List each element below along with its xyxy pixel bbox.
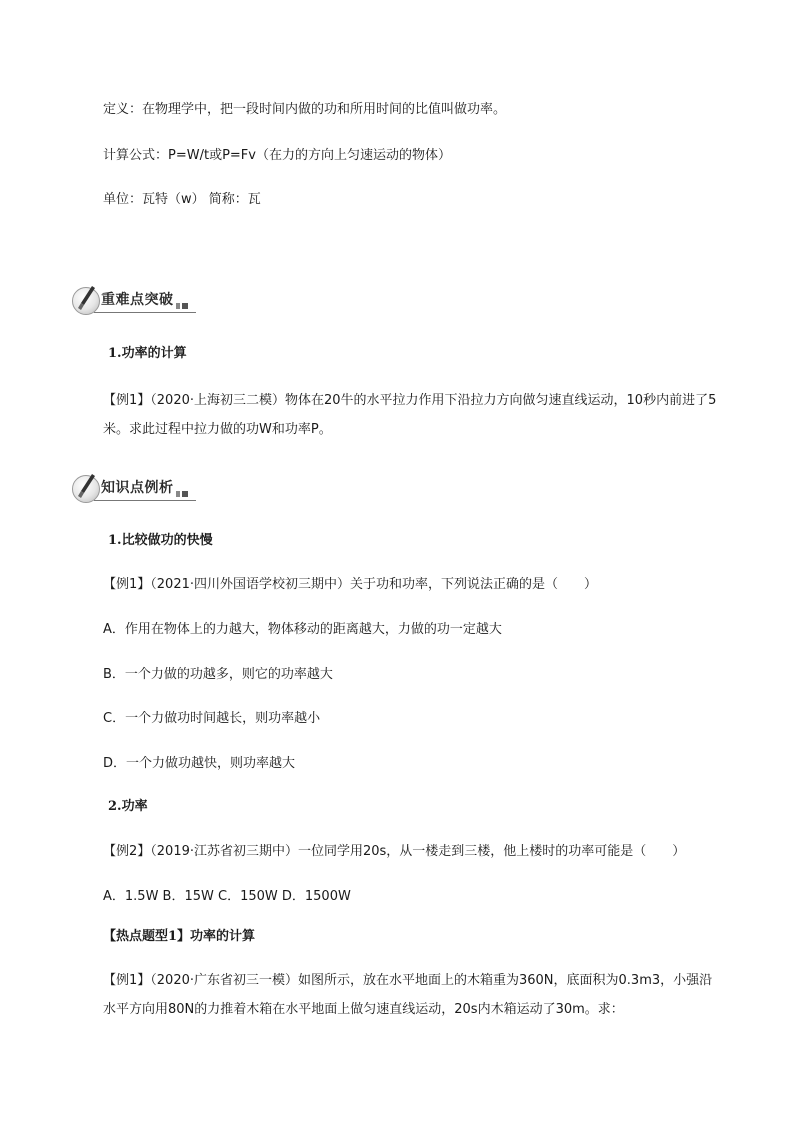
unit-text: 单位：瓦特（w） 简称：瓦 bbox=[103, 192, 261, 207]
option-b: B．一个力做的功越多，则它的功率越大 bbox=[103, 667, 333, 682]
brush-icon bbox=[74, 473, 98, 503]
section2-example2: 【例2】（2019·江苏省初三期中）一位同学用20s，从一楼走到三楼，他上楼时的功率可能是（ ） bbox=[103, 844, 686, 859]
banner-underline bbox=[94, 312, 196, 313]
option-d: D．一个力做功越快，则功率越大 bbox=[103, 756, 296, 771]
section1-heading: 1.功率的计算 bbox=[108, 346, 187, 361]
section-banner-knowledge bbox=[70, 473, 196, 507]
section2-heading2: 2.功率 bbox=[108, 799, 148, 814]
banner-mark bbox=[182, 303, 188, 309]
example2-options: A．1.5W B．15W C．150W D．1500W bbox=[103, 889, 351, 904]
banner-mark bbox=[182, 491, 188, 497]
option-a: A．作用在物体上的力越大，物体移动的距离越大，力做的功一定越大 bbox=[103, 622, 502, 637]
banner-mark bbox=[176, 491, 180, 497]
section-banner-key-points bbox=[70, 285, 196, 319]
banner-mark bbox=[176, 303, 180, 309]
section2-heading1: 1.比较做功的快慢 bbox=[108, 533, 213, 548]
brush-icon bbox=[74, 285, 98, 315]
option-c: C．一个力做功时间越长，则功率越小 bbox=[103, 711, 321, 726]
banner-underline bbox=[94, 500, 196, 501]
banner-title: 重难点突破 bbox=[101, 292, 174, 308]
section2-example1: 【例1】（2021·四川外国语学校初三期中）关于功和功率，下列说法正确的是（ ） bbox=[103, 577, 597, 592]
hot-topic-example: 【例1】（2020·广东省初三一模）如图所示，放在水平地面上的木箱重为360N，底面积为0.3m3，小强沿水平方向用80N的力推着木箱在水平地面上做匀速直线运动，20s内木箱运动了30m。求： bbox=[103, 973, 713, 1017]
hot-topic-heading: 【热点题型1】功率的计算 bbox=[103, 929, 256, 944]
formula-text: 计算公式：P=W/t或P=Fv（在力的方向上匀速运动的物体） bbox=[103, 148, 451, 163]
section1-example: 【例1】（2020·上海初三二模）物体在20牛的水平拉力作用下沿拉力方向做匀速直线运动，10秒内前进了5米。求此过程中拉力做的功W和功率P。 bbox=[103, 393, 717, 437]
definition-text: 定义：在物理学中，把一段时间内做的功和所用时间的比值叫做功率。 bbox=[103, 102, 507, 117]
banner-title: 知识点例析 bbox=[101, 480, 174, 496]
